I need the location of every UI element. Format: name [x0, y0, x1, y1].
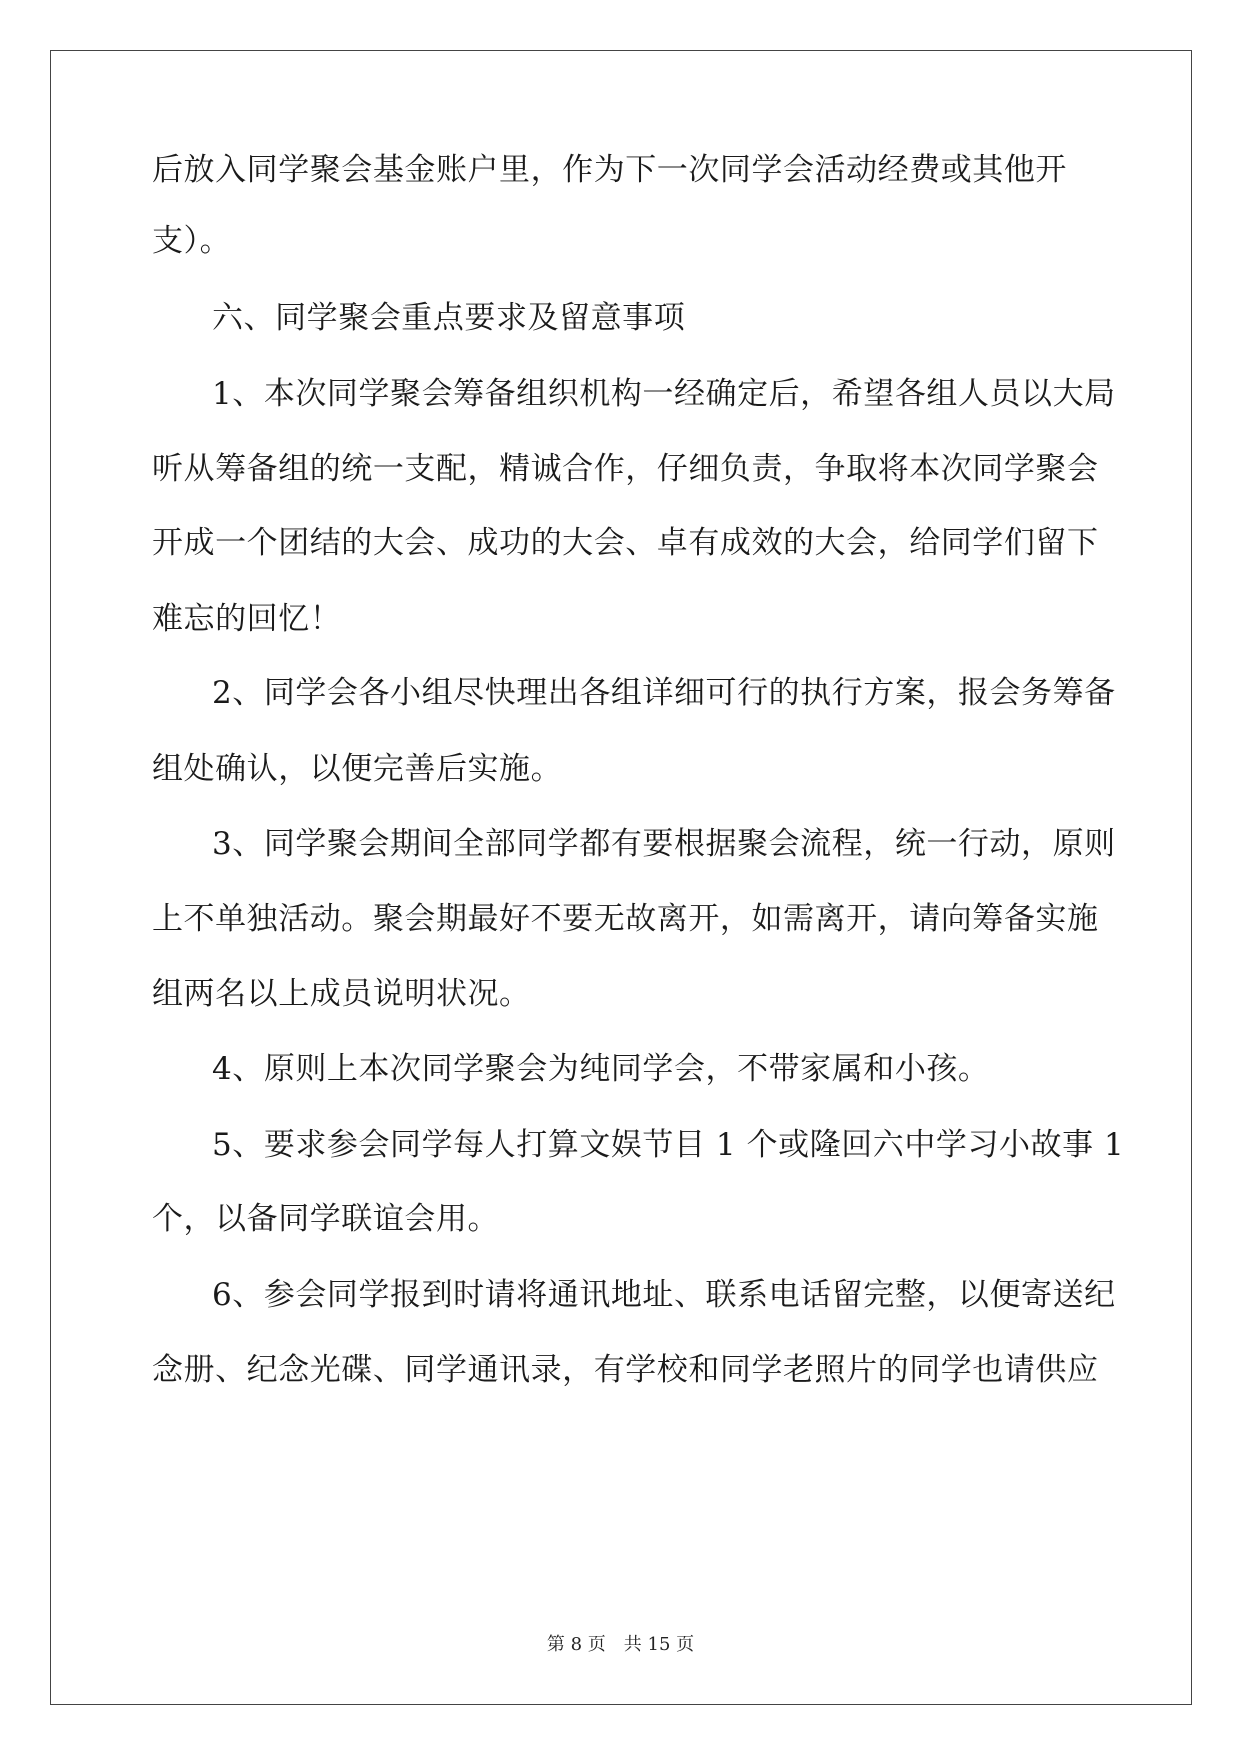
page-footer — [0, 1633, 1241, 1657]
text-line: 1、本次同学聚会筹备组织机构一经确定后，希望各组人员以大局 — [212, 376, 1116, 412]
text-line: 听从筹备组的统一支配，精诚合作，仔细负责，争取将本次同学聚会 — [152, 451, 1099, 487]
text-line: 3、同学聚会期间全部同学都有要根据聚会流程，统一行动，原则 — [212, 826, 1116, 862]
text-line: 后放入同学聚会基金账户里，作为下一次同学会活动经费或其他开 — [152, 152, 1067, 188]
text-line: 个，以备同学联谊会用。 — [152, 1201, 500, 1237]
text-line: 念册、纪念光碟、同学通讯录，有学校和同学老照片的同学也请供应 — [152, 1352, 1099, 1388]
text-line: 组处确认，以便完善后实施。 — [152, 751, 563, 787]
text-line: 6、参会同学报到时请将通讯地址、联系电话留完整，以便寄送纪 — [212, 1277, 1116, 1313]
page-total: 共 15 页 — [623, 1634, 695, 1655]
page-number: 第 8 页 — [546, 1634, 606, 1655]
text-line: 上不单独活动。聚会期最好不要无故离开，如需离开，请向筹备实施 — [152, 901, 1099, 937]
text-line: 5、要求参会同学每人打算文娱节目 1 个或隆回六中学习小故事 1 — [212, 1127, 1125, 1163]
text-line: 组两名以上成员说明状况。 — [152, 976, 531, 1012]
section-heading: 六、同学聚会重点要求及留意事项 — [212, 300, 686, 336]
text-line: 2、同学会各小组尽快理出各组详细可行的执行方案，报会务筹备 — [212, 675, 1116, 711]
text-line: 开成一个团结的大会、成功的大会、卓有成效的大会，给同学们留下 — [152, 525, 1099, 561]
text-line: 难忘的回忆！ — [152, 601, 342, 637]
text-line: 支）。 — [152, 223, 232, 259]
text-line: 4、原则上本次同学聚会为纯同学会，不带家属和小孩。 — [212, 1051, 990, 1087]
